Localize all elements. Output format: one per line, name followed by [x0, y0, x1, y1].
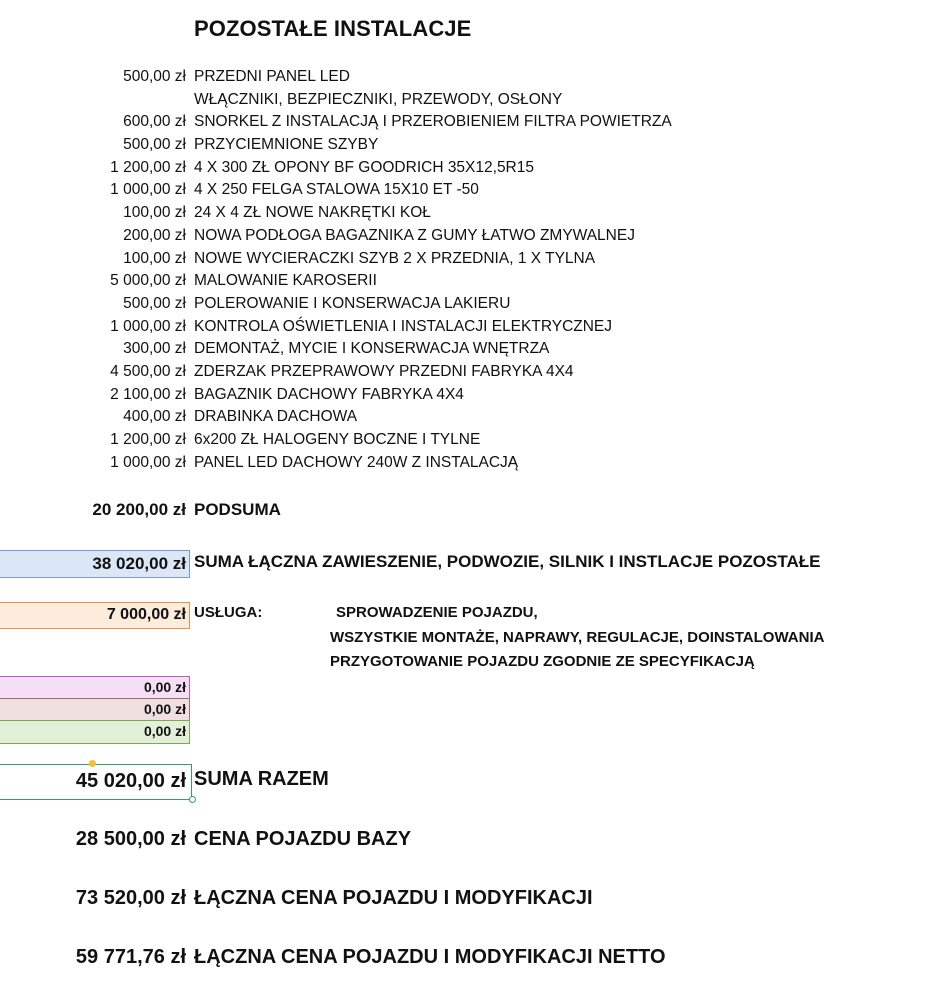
item-description: DEMONTAŻ, MYCIE I KONSERWACJA WNĘTRZA	[194, 340, 550, 358]
list-item	[0, 250, 936, 273]
list-item	[0, 68, 936, 91]
item-description: 24 X 4 ZŁ NOWE NAKRĘTKI KOŁ	[194, 204, 431, 222]
list-item	[0, 113, 936, 136]
item-description: ZDERZAK PRZEPRAWOWY PRZEDNI FABRYKA 4X4	[194, 362, 574, 380]
item-amount: 500,00 zł	[123, 294, 186, 312]
item-description: NOWE WYCIERACZKI SZYB 2 X PRZEDNIA, 1 X TYLNA	[194, 249, 596, 267]
net-label: ŁĄCZNA CENA POJAZDU I MODYFIKACJI NETTO	[194, 946, 666, 968]
zero-cell-rose[interactable]	[0, 698, 190, 721]
item-amount: 400,00 zł	[123, 408, 186, 426]
item-description: DRABINKA DACHOWA	[194, 408, 358, 426]
subtotal-label: PODSUMA	[194, 500, 281, 519]
list-item	[0, 159, 936, 182]
service-amount: 7 000,00 zł	[106, 606, 186, 623]
service-label: USŁUGA:	[194, 604, 263, 621]
item-description: BAGAZNIK DACHOWY FABRYKA 4X4	[194, 385, 464, 403]
item-amount: 200,00 zł	[123, 226, 186, 244]
item-description: PRZEDNI PANEL LED	[194, 68, 350, 85]
item-amount: 1 000,00 zł	[110, 453, 186, 471]
list-item	[0, 318, 936, 341]
item-description: 6x200 ZŁ HALOGENY BOCZNE I TYLNE	[194, 431, 481, 448]
item-amount: 1 200,00 zł	[110, 158, 186, 176]
service-cell[interactable]	[0, 602, 190, 629]
item-amount: 2 100,00 zł	[110, 385, 186, 403]
item-description: SNORKEL Z INSTALACJĄ I PRZEROBIENIEM FILTRA POWIETRZA	[194, 113, 672, 131]
item-description: POLEROWANIE I KONSERWACJA LAKIERU	[194, 294, 511, 312]
zero-cell-green[interactable]	[0, 720, 190, 744]
list-item	[0, 227, 936, 250]
item-amount: 4 500,00 zł	[110, 362, 186, 380]
item-amount: 1 200,00 zł	[110, 431, 186, 448]
list-item	[0, 386, 936, 409]
combined-amount: 73 520,00 zł	[75, 887, 186, 909]
grand-sum-label: SUMA ŁĄCZNA ZAWIESZENIE, PODWOZIE, SILNIK I INSTLACJE POZOSTAŁE	[194, 552, 821, 571]
item-description: 4 X 300 ZŁ OPONY BF GOODRICH 35X12,5R15	[194, 158, 534, 176]
item-amount: 1 000,00 zł	[110, 317, 186, 335]
item-description: MALOWANIE KAROSERII	[194, 272, 377, 290]
item-amount: 500,00 zł	[123, 136, 186, 154]
item-description: WŁĄCZNIKI, BEZPIECZNIKI, PRZEWODY, OSŁONY	[194, 90, 563, 108]
grand-sum-amount: 38 020,00 zł	[92, 554, 186, 573]
total-label: SUMA RAZEM	[194, 768, 329, 790]
zero-cell-violet[interactable]	[0, 676, 190, 699]
item-description: PANEL LED DACHOWY 240W Z INSTALACJĄ	[194, 453, 519, 471]
subtotal-row	[0, 500, 936, 524]
item-amount: 5 000,00 zł	[110, 272, 186, 290]
item-amount: 100,00 zł	[123, 204, 186, 222]
list-item	[0, 295, 936, 318]
total-cell[interactable]	[0, 764, 192, 800]
combined-label: ŁĄCZNA CENA POJAZDU I MODYFIKACJI	[194, 887, 593, 909]
items-list	[0, 68, 936, 476]
list-item	[0, 363, 936, 386]
base-price-amount: 28 500,00 zł	[75, 828, 186, 850]
item-description: PRZYCIEMNIONE SZYBY	[194, 136, 379, 154]
subtotal-amount: 20 200,00 zł	[92, 500, 186, 519]
item-amount: 1 000,00 zł	[110, 181, 186, 199]
list-item	[0, 454, 936, 477]
item-description: 4 X 250 FELGA STALOWA 15X10 ET -50	[194, 181, 479, 199]
item-amount: 500,00 zł	[123, 68, 186, 85]
base-price-label: CENA POJAZDU BAZY	[194, 828, 412, 850]
page-title: POZOSTAŁE INSTALACJE	[194, 16, 472, 41]
grand-sum-cell[interactable]	[0, 550, 190, 578]
list-item	[0, 204, 936, 227]
list-item	[0, 272, 936, 295]
list-item	[0, 91, 936, 114]
zero-amount-2: 0,00 zł	[143, 701, 186, 717]
selection-handle-corner[interactable]	[189, 796, 196, 803]
list-item	[0, 340, 936, 363]
item-description: KONTROLA OŚWIETLENIA I INSTALACJI ELEKTRYCZNEJ	[194, 317, 613, 335]
zero-amount-3: 0,00 zł	[143, 723, 186, 739]
list-item	[0, 408, 936, 431]
selection-handle-top[interactable]	[89, 760, 96, 767]
net-amount: 59 771,76 zł	[75, 946, 186, 968]
total-amount: 45 020,00 zł	[75, 770, 186, 792]
item-amount: 100,00 zł	[123, 249, 186, 267]
zero-amount-1: 0,00 zł	[143, 679, 186, 695]
item-amount: 300,00 zł	[123, 340, 186, 358]
item-description: NOWA PODŁOGA BAGAZNIKA Z GUMY ŁATWO ZMYWALNEJ	[194, 226, 635, 244]
list-item	[0, 181, 936, 204]
list-item	[0, 136, 936, 159]
list-item	[0, 431, 936, 454]
item-amount: 600,00 zł	[123, 113, 186, 131]
